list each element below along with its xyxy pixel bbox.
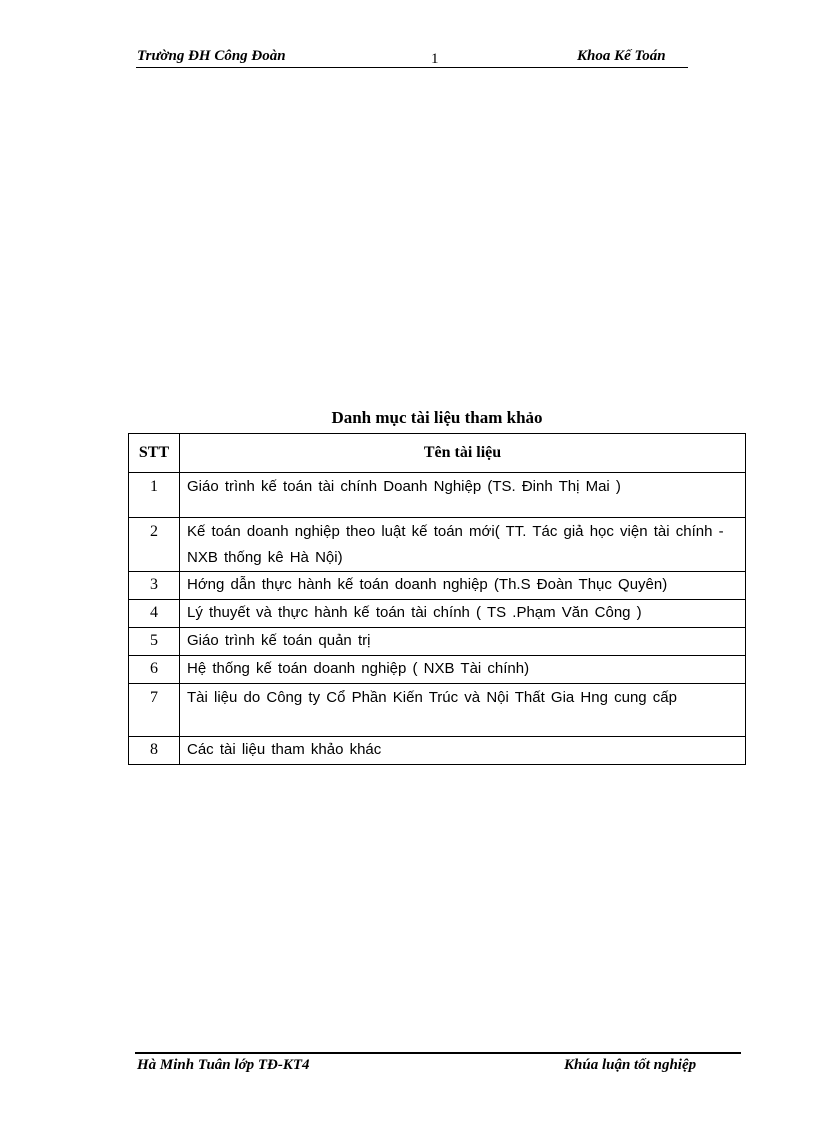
footer-author: Hà Minh Tuân lớp TĐ-KT4 [137, 1057, 310, 1073]
table-row [129, 473, 746, 518]
table-row [129, 572, 746, 600]
document-name: Kế toán doanh nghiệp theo luật kế toán mới( TT. Tác giả học viện tài chính - NXB thống kê Hà Nội) [180, 518, 746, 572]
table-header-row [129, 434, 746, 473]
footer-divider [135, 1052, 741, 1054]
header-divider [136, 67, 688, 68]
header-faculty: Khoa Kế Toán [577, 48, 666, 64]
table-row [129, 600, 746, 628]
document-name: Các tài liệu tham khảo khác [180, 737, 746, 765]
row-number: 6 [129, 656, 180, 684]
document-name: Hệ thống kế toán doanh nghiệp ( NXB Tài chính) [180, 656, 746, 684]
document-name: Lý thuyết và thực hành kế toán tài chính ( TS .Phạm Văn Công ) [180, 600, 746, 628]
document-name: Hớng dẫn thực hành kế toán doanh nghiệp (Th.S Đoàn Thục Quyên) [180, 572, 746, 600]
column-header-stt: STT [129, 434, 180, 473]
column-header-name: Tên tài liệu [180, 434, 746, 473]
table-row [129, 684, 746, 737]
row-number: 4 [129, 600, 180, 628]
row-number: 8 [129, 737, 180, 765]
table-row [129, 737, 746, 765]
document-name: Giáo trình kế toán tài chính Doanh Nghiệp (TS. Đinh Thị Mai ) [180, 473, 746, 518]
document-name: Giáo trình kế toán quản trị [180, 628, 746, 656]
row-number: 1 [129, 473, 180, 518]
document-name: Tài liệu do Công ty Cổ Phần Kiến Trúc và Nội Thất Gia Hng cung cấp [180, 684, 746, 737]
footer-document-type: Khúa luận tốt nghiệp [564, 1057, 697, 1073]
table-row [129, 518, 746, 572]
row-number: 7 [129, 684, 180, 737]
table-row [129, 656, 746, 684]
references-table [128, 433, 746, 765]
page-number: 1 [431, 51, 439, 67]
header-school: Trường ĐH Công Đoàn [137, 48, 286, 64]
page-title: Danh mục tài liệu tham khảo [331, 408, 543, 427]
row-number: 3 [129, 572, 180, 600]
row-number: 5 [129, 628, 180, 656]
table-row [129, 628, 746, 656]
row-number: 2 [129, 518, 180, 572]
